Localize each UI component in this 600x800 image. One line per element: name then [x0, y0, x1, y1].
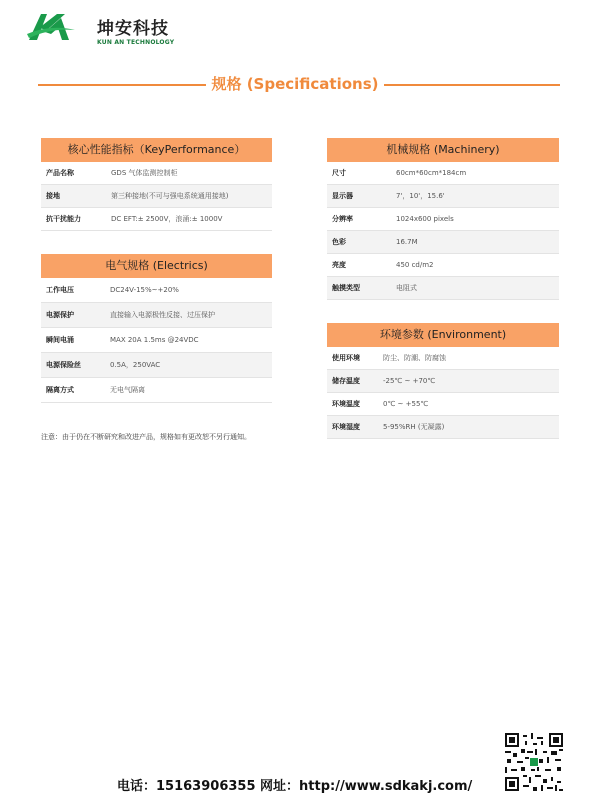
table-body	[327, 162, 559, 300]
table-row	[327, 393, 559, 416]
spec-value: 1024x600 pixels	[396, 215, 454, 223]
kun-an-logo-icon	[27, 12, 75, 42]
disclaimer-note: 注意：由于仍在不断研究和改进产品，规格如有更改恕不另行通知。	[41, 433, 251, 441]
spec-key: 触摸类型	[332, 284, 360, 292]
machinery-table	[327, 138, 559, 300]
spec-value: 直接输入电源极性反接、过压保护	[110, 311, 215, 319]
spec-value: MAX 20A 1.5ms @24VDC	[110, 336, 199, 344]
table-body	[41, 278, 272, 403]
table-heading: 核心性能指标（KeyPerformance）	[41, 138, 272, 162]
qr-code-icon	[505, 733, 563, 791]
spec-key: 隔离方式	[46, 386, 74, 394]
table-row	[327, 370, 559, 393]
table-row	[327, 347, 559, 370]
spec-value: 7'，10'，15.6'	[396, 192, 445, 200]
spec-value: 无电气隔离	[110, 386, 145, 394]
spec-key: 接地	[46, 192, 60, 200]
spec-key: 产品名称	[46, 169, 74, 177]
spec-value: 16.7M	[396, 238, 418, 246]
key-performance-table	[41, 138, 272, 231]
table-row	[41, 208, 272, 231]
spec-key: 分辨率	[332, 215, 353, 223]
table-heading: 电气规格 (Electrics)	[41, 254, 272, 278]
spec-key: 色彩	[332, 238, 346, 246]
spec-key: 使用环境	[332, 354, 360, 362]
spec-value: DC EFT:± 2500V，浪涌:± 1000V	[111, 215, 223, 223]
spec-value: 450 cd/m2	[396, 261, 434, 269]
spec-value: 电阻式	[396, 284, 417, 292]
spec-key: 抗干扰能力	[46, 215, 81, 223]
company-logo	[27, 10, 207, 46]
spec-value: 60cm*60cm*184cm	[396, 169, 467, 177]
table-heading: 环境参数 (Environment)	[327, 323, 559, 347]
table-row	[327, 185, 559, 208]
table-row	[327, 231, 559, 254]
table-body	[41, 162, 272, 231]
electrics-table	[41, 254, 272, 403]
spec-value: 0℃ ~ +55℃	[383, 400, 429, 408]
spec-key: 电源保险丝	[46, 361, 81, 369]
table-row	[327, 277, 559, 300]
table-row	[327, 208, 559, 231]
spec-key: 亮度	[332, 261, 346, 269]
contact-footer: 电话：15163906355 网址：http://www.sdkakj.com/	[117, 779, 473, 794]
spec-value: -25℃ ~ +70℃	[383, 377, 436, 385]
page-title: 规格 (Specifications)	[211, 75, 379, 93]
spec-value: 0.5A，250VAC	[110, 361, 161, 369]
table-row	[327, 162, 559, 185]
table-row	[41, 378, 272, 403]
table-row	[41, 185, 272, 208]
title-divider-right	[384, 84, 560, 86]
spec-value: DC24V-15%~+20%	[110, 286, 179, 294]
spec-key: 工作电压	[46, 286, 74, 294]
table-body	[327, 347, 559, 439]
spec-key: 显示器	[332, 192, 353, 200]
spec-key: 环境温度	[332, 400, 360, 408]
table-row	[41, 303, 272, 328]
spec-key: 尺寸	[332, 169, 346, 177]
brand-name-en: KUN AN TECHNOLOGY	[97, 39, 175, 46]
spec-value: 第三种接地(不可与强电系统通用接地)	[111, 192, 229, 200]
table-row	[327, 254, 559, 277]
table-row	[41, 278, 272, 303]
spec-key: 储存温度	[332, 377, 360, 385]
table-row	[41, 162, 272, 185]
brand-name-cn: 坤安科技	[97, 19, 169, 39]
table-row	[41, 353, 272, 378]
spec-key: 环境湿度	[332, 423, 360, 431]
table-row	[327, 416, 559, 439]
spec-key: 瞬间电涌	[46, 336, 74, 344]
spec-value: 防尘、防潮、防腐蚀	[383, 354, 446, 362]
table-heading: 机械规格 (Machinery)	[327, 138, 559, 162]
table-row	[41, 328, 272, 353]
title-divider-left	[38, 84, 206, 86]
spec-value: GDS 气体监测控制柜	[111, 169, 178, 177]
spec-key: 电源保护	[46, 311, 74, 319]
spec-value: 5-95%RH (无凝露)	[383, 423, 445, 431]
environment-table	[327, 323, 559, 439]
